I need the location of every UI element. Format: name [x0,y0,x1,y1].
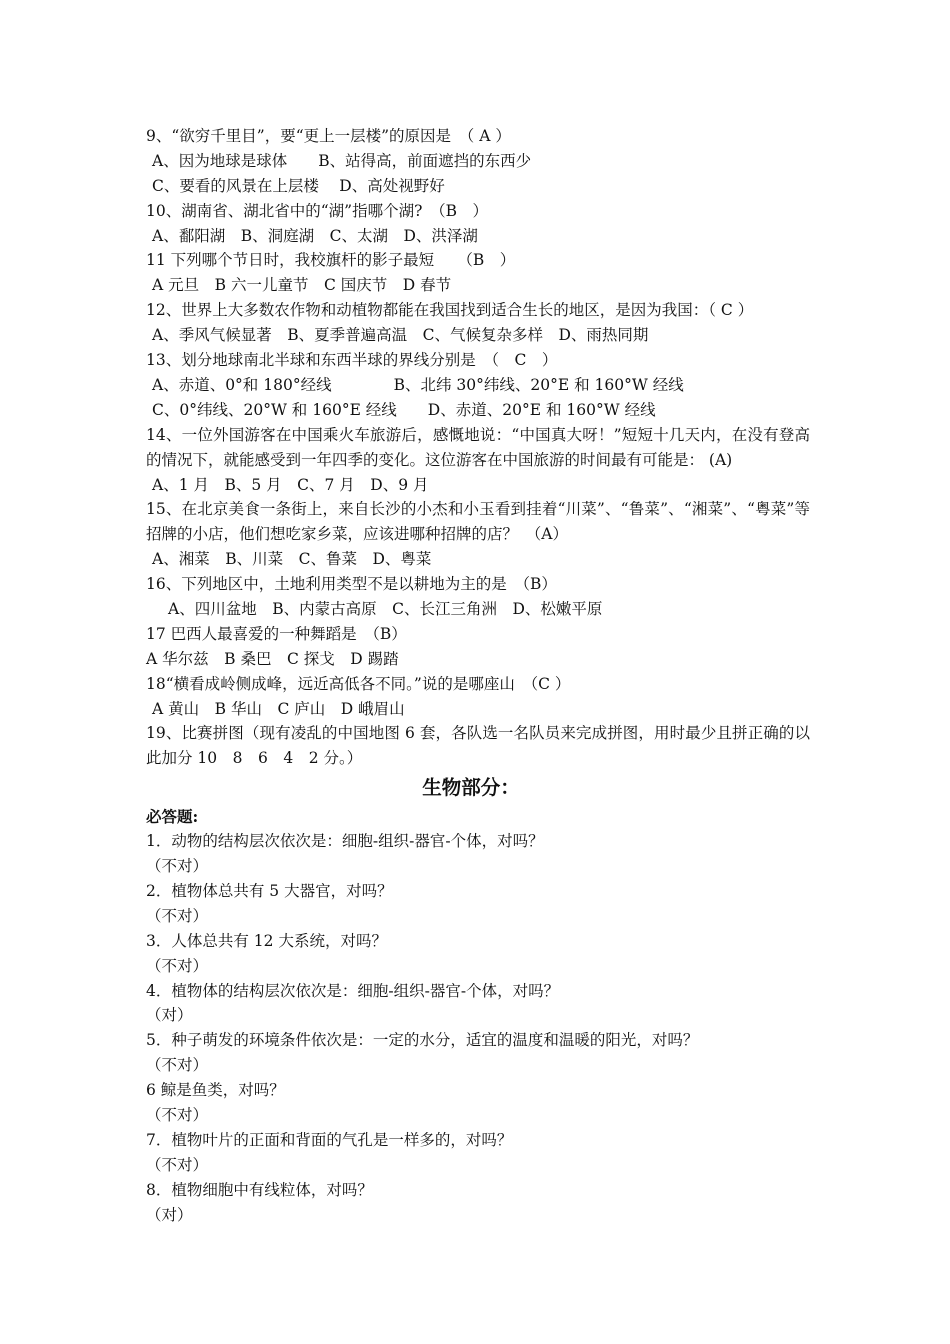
biology-answer-5: （不对） [146,1056,209,1075]
question-17: 17 巴西人最喜爱的一种舞蹈是 （B） [146,624,407,643]
question-14-options: A、1 月 B、5 月 C、7 月 D、9 月 [152,475,429,494]
question-16: 16、下列地区中，土地利用类型不是以耕地为主的是 （B） [146,575,557,594]
biology-answer-3: （不对） [146,956,209,975]
biology-question-6: 6 鲸是鱼类，对吗？ [146,1081,285,1100]
question-17-options: A 华尔兹 B 桑巴 C 探戈 D 踢踏 [146,649,399,668]
question-15-options: A、湘菜 B、川菜 C、鲁菜 D、粤菜 [152,550,432,569]
question-11: 11 下列哪个节日时，我校旗杆的影子最短 （B ） [146,251,516,270]
question-13-options-2: C、0°纬线、20°W 和 160°E 经线 D、赤道、20°E 和 160°W 经线 [152,400,656,419]
biology-question-4: 4．植物体的结构层次依次是：细胞-组织-器官-个体，对吗？ [146,981,560,1000]
required-questions-heading: 必答题: [146,807,199,827]
question-13-options-1: A、赤道、0°和 180°经线 B、北纬 30°纬线、20°E 和 160°W 经线 [152,375,684,394]
biology-question-8: 8．植物细胞中有线粒体，对吗？ [146,1180,373,1199]
question-18: 18“横看成岭侧成峰，远近高低各不同。”说的是哪座山 （C ） [146,674,571,693]
question-9-options-1: A、因为地球是球体 B、站得高，前面遮挡的东西少 [152,151,532,170]
question-9-options-2: C、要看的风景在上层楼 D、高处视野好 [152,176,445,195]
question-10-options: A、鄱阳湖 B、洞庭湖 C、太湖 D、洪泽湖 [152,226,478,245]
biology-question-7: 7．植物叶片的正面和背面的气孔是一样多的，对吗？ [146,1130,513,1149]
biology-answer-6: （不对） [146,1106,209,1125]
biology-answer-2: （不对） [146,906,209,925]
question-9: 9、“欲穷千里目”，要“更上一层楼”的原因是 （ A ） [146,127,511,145]
document-page [146,124,810,1228]
biology-question-5: 5．种子萌发的环境条件依次是：一定的水分，适宜的温度和温暖的阳光，对吗？ [146,1031,699,1050]
biology-answer-4: （对） [146,1006,193,1025]
question-14: 14、一位外国游客在中国乘火车旅游后，感慨地说：“中国真大呀！”短短十几天内，在没有登高的情况下，就能感受到一年四季的变化。这位游客在中国旅游的时间最有可能是： (A) [146,425,810,469]
question-18-options: A 黄山 B 华山 C 庐山 D 峨眉山 [152,699,405,718]
question-13: 13、划分地球南北半球和东西半球的界线分别是 （ C ） [146,351,558,370]
question-16-options: A、四川盆地 B、内蒙古高原 C、长江三角洲 D、松嫩平原 [168,599,603,618]
biology-question-1: 1．动物的结构层次依次是：细胞-组织-器官-个体，对吗？ [146,832,544,851]
question-11-options: A 元旦 B 六一儿童节 C 国庆节 D 春节 [152,276,452,295]
question-19: 19、比赛拼图（现有凌乱的中国地图 6 套，各队选一名队员来完成拼图，用时最少且拼正确的以此加分 10 8 6 4 2 分。） [146,724,810,768]
biology-answer-1: （不对） [146,857,209,876]
question-15: 15、在北京美食一条街上，来自长沙的小杰和小玉看到挂着“川菜”、“鲁菜”、“湘菜”、“粤菜”等招牌的小店，他们想吃家乡菜，应该进哪种招牌的店？ （A） [146,500,810,544]
question-12-options: A、季风气候显著 B、夏季普遍高温 C、气候复杂多样 D、雨热同期 [152,326,649,345]
biology-question-3: 3．人体总共有 12 大系统，对吗？ [146,931,387,950]
question-12: 12、世界上大多数农作物和动植物都能在我国找到适合生长的地区，是因为我国：（ C ） [146,301,754,320]
question-10: 10、湖南省、湖北省中的“湖”指哪个湖? （B ） [146,201,489,220]
biology-question-2: 2．植物体总共有 5 大器官，对吗？ [146,882,393,901]
biology-section-title: 生物部分： [422,776,520,800]
biology-answer-8: （对） [146,1205,193,1224]
biology-answer-7: （不对） [146,1155,209,1174]
